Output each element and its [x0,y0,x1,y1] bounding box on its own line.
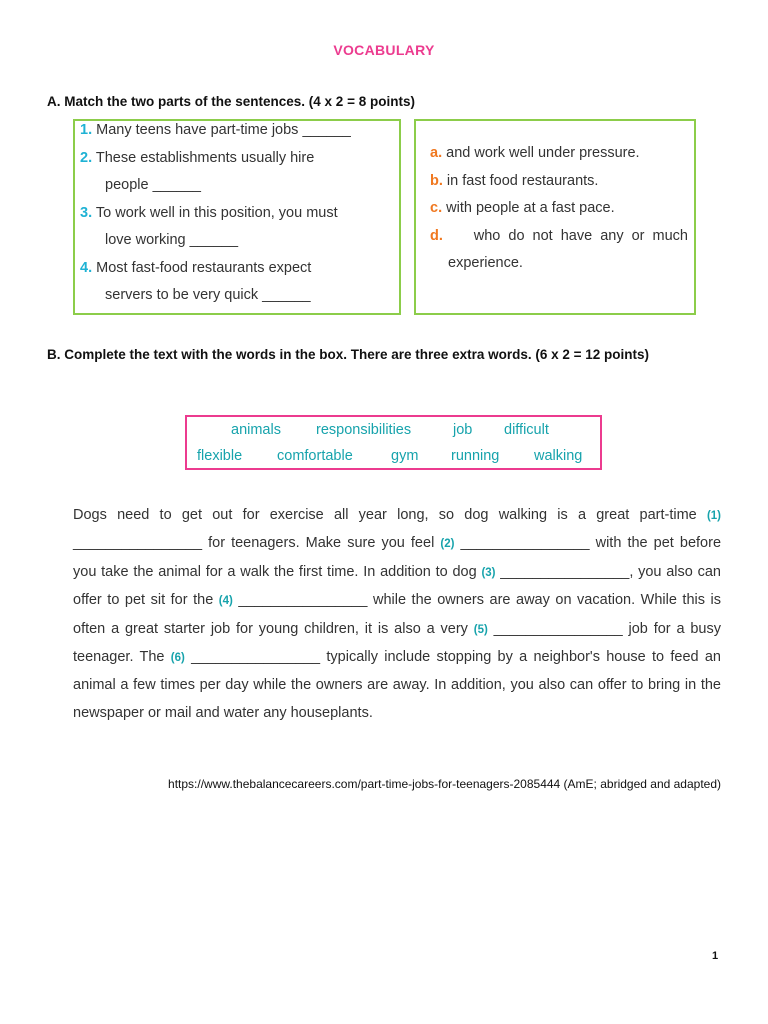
item-text: and work well under pressure. [446,145,640,161]
item-text: in fast food restaurants. [446,172,599,189]
word-option: animals [231,422,281,438]
word-option: job [453,422,473,438]
passage-text: typically include stopping by a neighbor's house to feed an animal a few times per day while the owners are away. In addition, you also can offer to bring in the newspaper or mail and water any houseplants. [73,649,721,721]
section-a-heading: A. Match the two parts of the sentences. (4 x 2 = 8 points) [47,94,415,109]
item-text: who do not have any or much [473,227,688,244]
item-text: These establishments usually hire [95,149,315,166]
answer-blank[interactable]: ________________ [191,649,321,666]
item-text-continued: people ______ [105,177,201,193]
passage-text: job for a busy teenager. The [73,620,721,666]
word-box [185,415,602,470]
list-item [430,168,688,196]
item-text: Many teens have part-time jobs ______ [96,122,351,138]
gap-number: (1) [706,510,721,522]
answer-blank[interactable]: ________________ [73,535,203,552]
gap-number: (6) [170,652,185,665]
item-number: 1. [80,122,93,138]
item-letter: c. [430,200,443,216]
item-letter: d. [430,227,443,244]
word-option: flexible [197,448,243,464]
item-letter: b. [430,172,443,189]
passage-text: , you also can offer to pet sit for the [73,563,721,609]
gap-fill-passage [73,502,721,727]
list-item [430,223,688,251]
gap-number: (3) [481,566,496,579]
item-number: 2. [80,149,93,166]
passage-text: while the owners are away on vacation. While this is often a great starter job for young children, it is also a very [73,592,721,637]
page-title: VOCABULARY [333,42,435,58]
word-option: difficult [504,422,549,438]
item-number: 4. [80,259,93,276]
list-item [80,145,395,173]
word-option: gym [391,448,419,464]
list-item [80,117,395,145]
passage-text: with the pet before you take the animal for a walk the first time. In addition to dog [73,535,722,580]
passage-text: for teenagers. Make sure you feel [202,535,441,552]
answer-blank[interactable]: ________________ [493,620,623,637]
list-item [80,255,395,283]
source-citation: https://www.thebalancecareers.com/part-time-jobs-for-teenagers-2085444 (AmE; abridged and adapted) [168,777,721,791]
word-option: walking [534,448,583,464]
item-text: with people at a fast pace. [446,200,615,216]
sentence-starts-list [80,117,395,310]
item-text: To work well in this position, you must [95,204,338,221]
word-option: comfortable [277,448,353,464]
sentence-endings-list [430,140,688,278]
word-option: running [451,448,500,464]
answer-blank[interactable]: ________________ [238,592,368,609]
gap-number: (2) [440,538,455,551]
section-b-heading: B. Complete the text with the words in the box. There are three extra words. (6 x 2 = 12 points) [47,347,650,362]
item-text-continued: experience. [448,255,523,271]
list-item [80,200,395,228]
list-item [430,195,688,223]
list-item [430,140,688,168]
item-number: 3. [80,204,93,221]
word-option: responsibilities [316,422,412,438]
item-text-continued: servers to be very quick ______ [105,287,311,303]
item-text: Most fast-food restaurants expect [96,259,312,276]
answer-blank[interactable]: ________________ [500,563,630,580]
item-text-continued: love working ______ [105,232,239,248]
page-number: 1 [712,950,719,962]
item-letter: a. [430,145,443,161]
answer-blank[interactable]: ________________ [460,535,590,552]
gap-number: (5) [473,623,488,636]
gap-number: (4) [218,595,233,608]
passage-text: Dogs need to get out for exercise all year long, so dog walking is a great part-time [73,507,707,523]
